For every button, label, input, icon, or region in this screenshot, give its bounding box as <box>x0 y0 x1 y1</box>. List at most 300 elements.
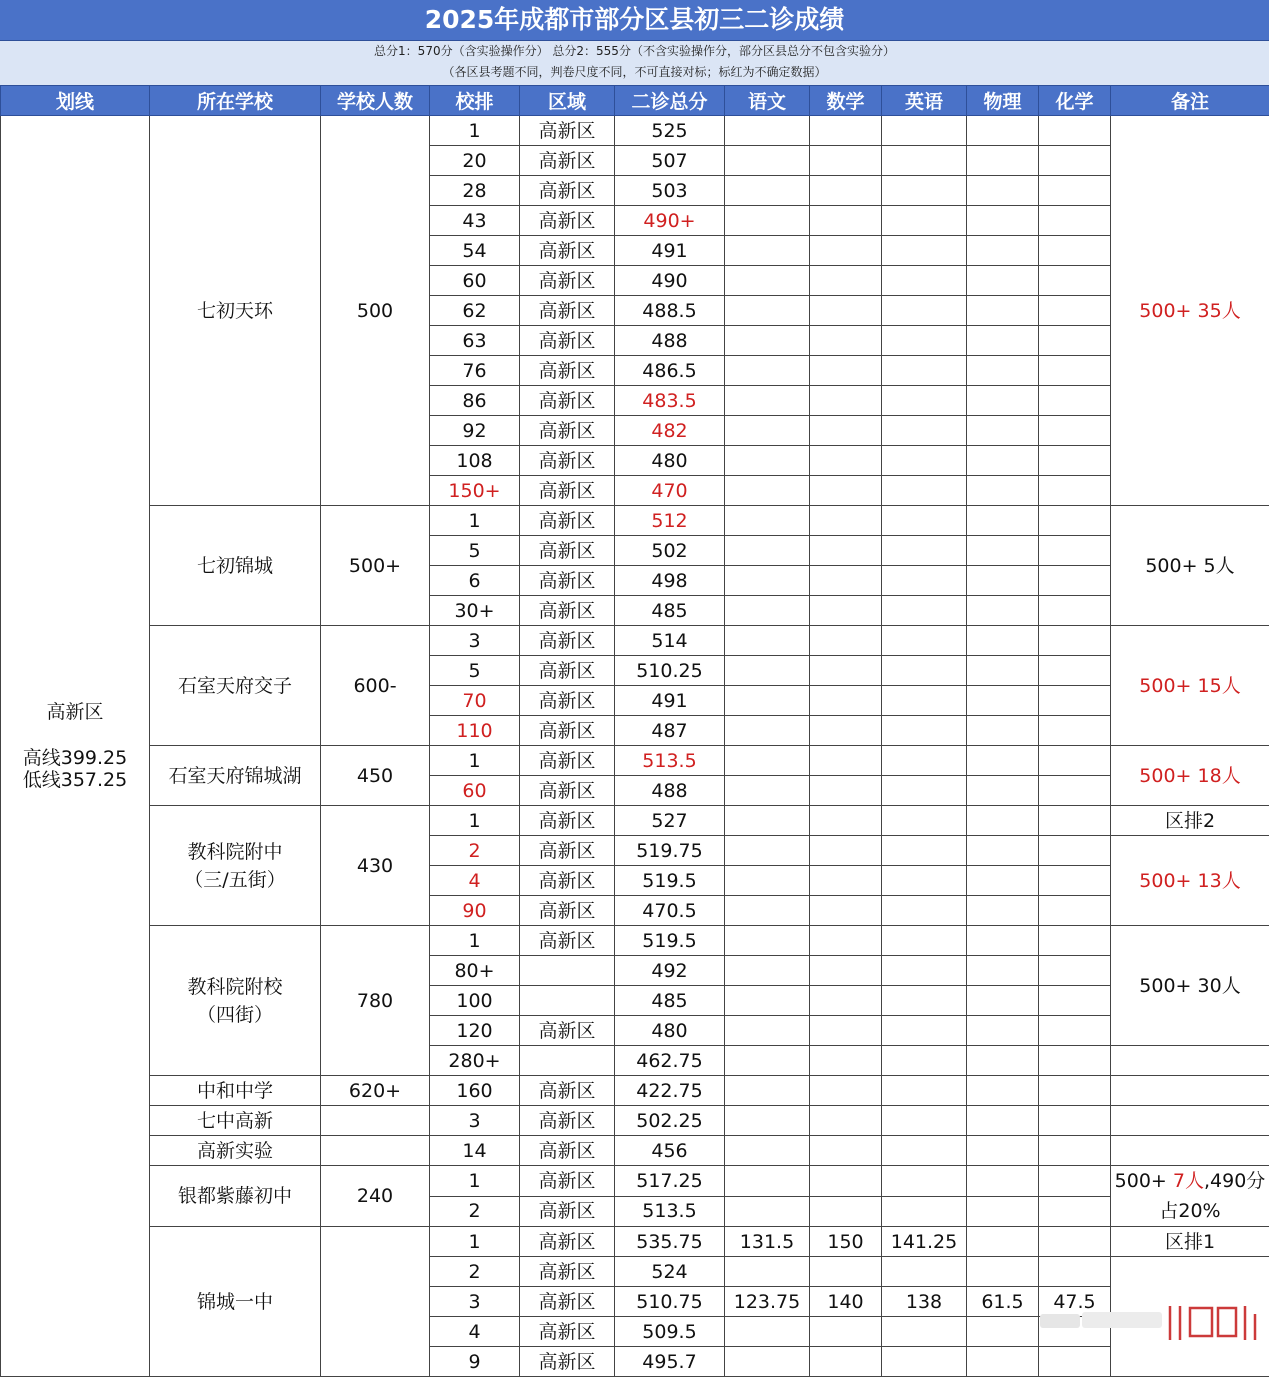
chinese-cell <box>725 1347 810 1377</box>
math-cell <box>810 476 882 506</box>
area-cell: 高新区 <box>520 416 615 446</box>
school-name <box>150 116 321 506</box>
math-cell <box>810 1016 882 1046</box>
total-cell: 480 <box>615 1016 725 1046</box>
total-cell: 519.5 <box>615 866 725 896</box>
area-cell <box>520 956 615 986</box>
math-cell <box>810 206 882 236</box>
area-cell: 高新区 <box>520 356 615 386</box>
header-line: 划线 <box>1 86 150 116</box>
total-cell: 488.5 <box>615 296 725 326</box>
rank-cell: 30+ <box>430 596 520 626</box>
rank-cell: 120 <box>430 1016 520 1046</box>
school-size: 500 <box>321 116 430 506</box>
english-cell <box>882 116 967 146</box>
math-cell <box>810 596 882 626</box>
total-cell: 514 <box>615 626 725 656</box>
rank-cell: 5 <box>430 656 520 686</box>
math-cell <box>810 416 882 446</box>
chemistry-cell <box>1039 1046 1111 1076</box>
area-cell: 高新区 <box>520 716 615 746</box>
area-cell: 高新区 <box>520 1196 615 1227</box>
area-cell: 高新区 <box>520 1317 615 1347</box>
school-size: 430 <box>321 806 430 926</box>
chemistry-cell <box>1039 1347 1111 1377</box>
chemistry-cell <box>1039 566 1111 596</box>
math-cell <box>810 686 882 716</box>
math-cell <box>810 986 882 1016</box>
school-name-line: 七初天环 <box>150 300 320 322</box>
line-cell <box>1 116 150 1377</box>
total-cell: 462.75 <box>615 1046 725 1076</box>
school-size <box>321 1136 430 1166</box>
rank-cell: 4 <box>430 1317 520 1347</box>
rank-cell: 1 <box>430 506 520 536</box>
school-name-line: 教科院附校 <box>150 976 320 998</box>
rank-cell: 2 <box>430 836 520 866</box>
school-name-line: 七初锦城 <box>150 555 320 577</box>
area-cell: 高新区 <box>520 1016 615 1046</box>
chemistry-cell <box>1039 806 1111 836</box>
rank-cell: 20 <box>430 146 520 176</box>
total-cell: 524 <box>615 1257 725 1287</box>
chemistry-cell <box>1039 926 1111 956</box>
area-cell: 高新区 <box>520 446 615 476</box>
chinese-cell <box>725 686 810 716</box>
chemistry-cell <box>1039 1076 1111 1106</box>
chemistry-cell <box>1039 386 1111 416</box>
chinese-cell <box>725 386 810 416</box>
chemistry-cell <box>1039 1016 1111 1046</box>
chinese-cell <box>725 176 810 206</box>
chemistry-cell <box>1039 326 1111 356</box>
total-cell: 486.5 <box>615 356 725 386</box>
english-cell <box>882 956 967 986</box>
school-size: 780 <box>321 926 430 1076</box>
physics-cell <box>967 296 1039 326</box>
chinese-cell <box>725 446 810 476</box>
area-cell: 高新区 <box>520 296 615 326</box>
chinese-cell <box>725 1257 810 1287</box>
rank-cell: 6 <box>430 566 520 596</box>
math-cell <box>810 446 882 476</box>
chemistry-cell <box>1039 626 1111 656</box>
chinese-cell <box>725 356 810 386</box>
notes-cell: 500+ 15人 <box>1111 626 1269 746</box>
rank-cell: 86 <box>430 386 520 416</box>
rank-cell: 80+ <box>430 956 520 986</box>
chemistry-cell <box>1039 686 1111 716</box>
math-cell <box>810 866 882 896</box>
physics-cell <box>967 206 1039 236</box>
math-cell <box>810 1317 882 1347</box>
math-cell <box>810 1136 882 1166</box>
chemistry-cell <box>1039 956 1111 986</box>
rank-cell: 28 <box>430 176 520 206</box>
english-cell <box>882 1166 967 1197</box>
physics-cell: 61.5 <box>967 1287 1039 1317</box>
rank-cell: 1 <box>430 116 520 146</box>
school-name-line: 中和中学 <box>150 1080 320 1102</box>
chemistry-cell <box>1039 236 1111 266</box>
physics-cell <box>967 956 1039 986</box>
subtitle-scores: 总分1：570分（含实验操作分） 总分2：555分（不含实验操作分，部分区县总分不包含实验分） <box>0 41 1269 63</box>
chinese-cell <box>725 746 810 776</box>
physics-cell <box>967 416 1039 446</box>
physics-cell <box>967 746 1039 776</box>
math-cell <box>810 746 882 776</box>
english-cell <box>882 686 967 716</box>
chinese-cell <box>725 776 810 806</box>
english-cell <box>882 536 967 566</box>
rank-cell: 63 <box>430 326 520 356</box>
english-cell <box>882 1347 967 1377</box>
area-cell: 高新区 <box>520 206 615 236</box>
english-cell <box>882 1016 967 1046</box>
rank-cell: 3 <box>430 1106 520 1136</box>
math-cell <box>810 626 882 656</box>
physics-cell <box>967 836 1039 866</box>
math-cell <box>810 536 882 566</box>
total-cell: 503 <box>615 176 725 206</box>
total-cell: 456 <box>615 1136 725 1166</box>
math-cell <box>810 386 882 416</box>
header-chinese: 语文 <box>725 86 810 116</box>
area-cell <box>520 1046 615 1076</box>
total-cell: 491 <box>615 236 725 266</box>
total-cell: 510.75 <box>615 1287 725 1317</box>
rank-cell: 110 <box>430 716 520 746</box>
chinese-cell <box>725 206 810 236</box>
school-name <box>150 746 321 806</box>
english-cell: 138 <box>882 1287 967 1317</box>
chemistry-cell <box>1039 266 1111 296</box>
math-cell <box>810 716 882 746</box>
physics-cell <box>967 1196 1039 1227</box>
chinese-cell <box>725 416 810 446</box>
area-cell: 高新区 <box>520 566 615 596</box>
area-cell: 高新区 <box>520 836 615 866</box>
physics-cell <box>967 896 1039 926</box>
notes-cell <box>1111 1076 1269 1106</box>
table-row <box>1 626 1269 656</box>
area-cell: 高新区 <box>520 626 615 656</box>
line-low: 低线357.25 <box>1 769 149 791</box>
total-cell: 488 <box>615 776 725 806</box>
header-chemistry: 化学 <box>1039 86 1111 116</box>
chemistry-cell <box>1039 356 1111 386</box>
table-row <box>1 926 1269 956</box>
rank-cell: 54 <box>430 236 520 266</box>
total-cell: 502.25 <box>615 1106 725 1136</box>
notes-cell: 区排1 <box>1111 1227 1269 1257</box>
english-cell: 141.25 <box>882 1227 967 1257</box>
total-cell: 517.25 <box>615 1166 725 1197</box>
physics-cell <box>967 1106 1039 1136</box>
school-size: 620+ <box>321 1076 430 1106</box>
physics-cell <box>967 326 1039 356</box>
total-cell: 490+ <box>615 206 725 236</box>
line-high: 高线399.25 <box>1 747 149 769</box>
notes-cell: 区排2 <box>1111 806 1269 836</box>
area-cell: 高新区 <box>520 896 615 926</box>
physics-cell <box>967 716 1039 746</box>
math-cell <box>810 356 882 386</box>
chemistry-cell <box>1039 1136 1111 1166</box>
area-cell: 高新区 <box>520 866 615 896</box>
chinese-cell <box>725 536 810 566</box>
rank-cell: 43 <box>430 206 520 236</box>
subtitle-disclaimer: （各区县考题不同，判卷尺度不同，不可直接对标；标红为不确定数据） <box>0 63 1269 86</box>
math-cell <box>810 926 882 956</box>
physics-cell <box>967 1046 1039 1076</box>
chinese-cell <box>725 926 810 956</box>
total-cell: 513.5 <box>615 1196 725 1227</box>
header-total: 二诊总分 <box>615 86 725 116</box>
table-row <box>1 1227 1269 1257</box>
english-cell <box>882 176 967 206</box>
area-cell <box>520 986 615 1016</box>
total-cell: 502 <box>615 536 725 566</box>
area-cell: 高新区 <box>520 1166 615 1197</box>
header-math: 数学 <box>810 86 882 116</box>
rank-cell: 60 <box>430 776 520 806</box>
area-cell: 高新区 <box>520 776 615 806</box>
physics-cell <box>967 806 1039 836</box>
school-name-line: 银都紫藤初中 <box>150 1185 320 1207</box>
physics-cell <box>967 146 1039 176</box>
total-cell: 483.5 <box>615 386 725 416</box>
header-school: 所在学校 <box>150 86 321 116</box>
area-cell: 高新区 <box>520 116 615 146</box>
notes-cell: 500+ 5人 <box>1111 506 1269 626</box>
rank-cell: 100 <box>430 986 520 1016</box>
chemistry-cell: 47.5 <box>1039 1287 1111 1317</box>
math-cell <box>810 806 882 836</box>
chemistry-cell <box>1039 1196 1111 1227</box>
english-cell <box>882 236 967 266</box>
chemistry-cell <box>1039 1106 1111 1136</box>
english-cell <box>882 926 967 956</box>
chinese-cell <box>725 656 810 686</box>
chinese-cell <box>725 266 810 296</box>
area-cell: 高新区 <box>520 1076 615 1106</box>
notes-cell <box>1111 1166 1269 1227</box>
rank-cell: 14 <box>430 1136 520 1166</box>
total-cell: 535.75 <box>615 1227 725 1257</box>
area-cell: 高新区 <box>520 176 615 206</box>
english-cell <box>882 1046 967 1076</box>
notes-cell <box>1111 1136 1269 1166</box>
table-row <box>1 1106 1269 1136</box>
math-cell <box>810 776 882 806</box>
area-cell: 高新区 <box>520 1227 615 1257</box>
school-name <box>150 1227 321 1377</box>
total-cell: 490 <box>615 266 725 296</box>
english-cell <box>882 296 967 326</box>
english-cell <box>882 776 967 806</box>
area-cell: 高新区 <box>520 506 615 536</box>
physics-cell <box>967 656 1039 686</box>
area-cell: 高新区 <box>520 1106 615 1136</box>
chemistry-cell <box>1039 746 1111 776</box>
school-size: 600- <box>321 626 430 746</box>
physics-cell <box>967 266 1039 296</box>
table-row <box>1 806 1269 836</box>
math-cell <box>810 326 882 356</box>
total-cell: 487 <box>615 716 725 746</box>
chemistry-cell <box>1039 476 1111 506</box>
school-name <box>150 1106 321 1136</box>
school-size: 240 <box>321 1166 430 1227</box>
chinese-cell <box>725 296 810 326</box>
english-cell <box>882 566 967 596</box>
rank-cell: 1 <box>430 1227 520 1257</box>
physics-cell <box>967 986 1039 1016</box>
english-cell <box>882 986 967 1016</box>
area-cell: 高新区 <box>520 1287 615 1317</box>
chemistry-cell <box>1039 986 1111 1016</box>
total-cell: 512 <box>615 506 725 536</box>
chemistry-cell <box>1039 416 1111 446</box>
chinese-cell <box>725 506 810 536</box>
english-cell <box>882 416 967 446</box>
english-cell <box>882 626 967 656</box>
score-table <box>0 85 1269 1377</box>
english-cell <box>882 656 967 686</box>
rank-cell: 150+ <box>430 476 520 506</box>
chinese-cell <box>725 1106 810 1136</box>
area-cell: 高新区 <box>520 1347 615 1377</box>
table-row <box>1 1136 1269 1166</box>
english-cell <box>882 596 967 626</box>
chinese-cell <box>725 1196 810 1227</box>
physics-cell <box>967 1016 1039 1046</box>
chinese-cell <box>725 896 810 926</box>
math-cell <box>810 116 882 146</box>
school-name <box>150 506 321 626</box>
chemistry-cell <box>1039 596 1111 626</box>
english-cell <box>882 866 967 896</box>
math-cell <box>810 146 882 176</box>
math-cell <box>810 566 882 596</box>
physics-cell <box>967 176 1039 206</box>
chinese-cell <box>725 1136 810 1166</box>
table-row <box>1 746 1269 776</box>
chinese-cell <box>725 956 810 986</box>
chinese-cell: 131.5 <box>725 1227 810 1257</box>
rank-cell: 62 <box>430 296 520 326</box>
school-size: 450 <box>321 746 430 806</box>
notes-part: ,490分占20% <box>1159 1170 1265 1222</box>
chinese-cell <box>725 236 810 266</box>
area-cell: 高新区 <box>520 1257 615 1287</box>
total-cell: 492 <box>615 956 725 986</box>
notes-cell: 500+ 35人 <box>1111 116 1269 506</box>
rank-cell: 1 <box>430 806 520 836</box>
english-cell <box>882 206 967 236</box>
header-area: 区域 <box>520 86 615 116</box>
rank-cell: 60 <box>430 266 520 296</box>
header-physics: 物理 <box>967 86 1039 116</box>
school-name <box>150 806 321 926</box>
physics-cell <box>967 596 1039 626</box>
total-cell: 495.7 <box>615 1347 725 1377</box>
total-cell: 422.75 <box>615 1076 725 1106</box>
rank-cell: 2 <box>430 1257 520 1287</box>
line-district: 高新区 <box>1 701 149 723</box>
school-name <box>150 1166 321 1227</box>
chemistry-cell <box>1039 206 1111 236</box>
rank-cell: 108 <box>430 446 520 476</box>
school-name-line: 七中高新 <box>150 1110 320 1132</box>
rank-cell: 92 <box>430 416 520 446</box>
english-cell <box>882 446 967 476</box>
english-cell <box>882 1076 967 1106</box>
physics-cell <box>967 566 1039 596</box>
chemistry-cell <box>1039 506 1111 536</box>
math-cell <box>810 266 882 296</box>
chemistry-cell <box>1039 1227 1111 1257</box>
physics-cell <box>967 1347 1039 1377</box>
chinese-cell <box>725 566 810 596</box>
math-cell <box>810 656 882 686</box>
school-size <box>321 1106 430 1136</box>
english-cell <box>882 1317 967 1347</box>
header-notes: 备注 <box>1111 86 1269 116</box>
math-cell <box>810 1257 882 1287</box>
math-cell: 150 <box>810 1227 882 1257</box>
notes-cell <box>1111 1106 1269 1136</box>
chinese-cell <box>725 1166 810 1197</box>
area-cell: 高新区 <box>520 536 615 566</box>
physics-cell <box>967 476 1039 506</box>
total-cell: 525 <box>615 116 725 146</box>
chemistry-cell <box>1039 1317 1111 1347</box>
chemistry-cell <box>1039 446 1111 476</box>
area-cell: 高新区 <box>520 146 615 176</box>
rank-cell: 1 <box>430 926 520 956</box>
table-body <box>1 116 1269 1377</box>
chinese-cell <box>725 626 810 656</box>
physics-cell <box>967 776 1039 806</box>
table-row <box>1 116 1269 146</box>
school-name-line: 教科院附中 <box>150 841 320 863</box>
school-size <box>321 1227 430 1377</box>
physics-cell <box>967 356 1039 386</box>
chemistry-cell <box>1039 1257 1111 1287</box>
rank-cell: 2 <box>430 1196 520 1227</box>
table-row <box>1 1166 1269 1197</box>
area-cell: 高新区 <box>520 386 615 416</box>
area-cell: 高新区 <box>520 926 615 956</box>
total-cell: 488 <box>615 326 725 356</box>
english-cell <box>882 476 967 506</box>
chemistry-cell <box>1039 176 1111 206</box>
math-cell: 140 <box>810 1287 882 1317</box>
header-row <box>1 86 1269 116</box>
rank-cell: 4 <box>430 866 520 896</box>
total-cell: 519.5 <box>615 926 725 956</box>
math-cell <box>810 1046 882 1076</box>
chinese-cell <box>725 986 810 1016</box>
math-cell <box>810 1166 882 1197</box>
chinese-cell <box>725 716 810 746</box>
chemistry-cell <box>1039 716 1111 746</box>
chemistry-cell <box>1039 836 1111 866</box>
notes-part-highlight: 7人 <box>1173 1170 1204 1192</box>
english-cell <box>882 326 967 356</box>
